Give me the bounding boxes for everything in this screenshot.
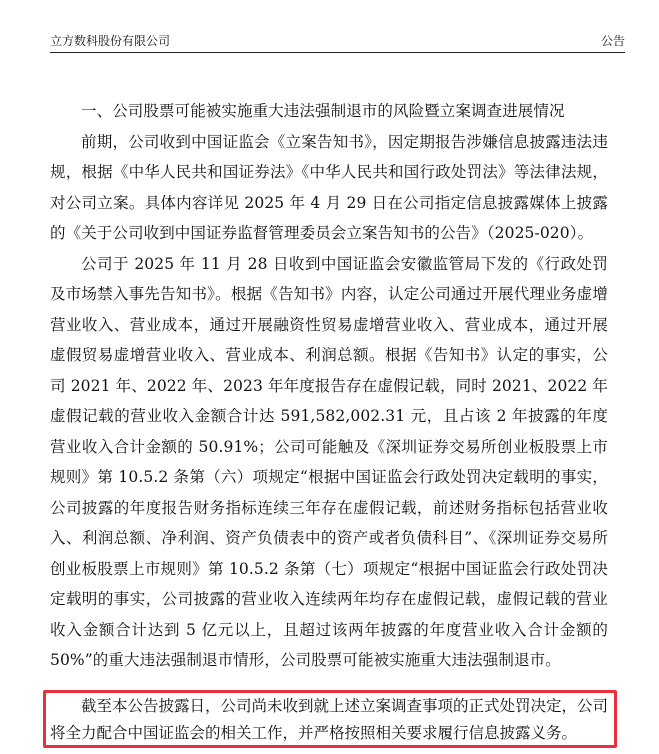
company-name: 立方数科股份有限公司 — [50, 34, 171, 48]
highlighted-paragraph: 截至本公告披露日，公司尚未收到就上述立案调查事项的正式处罚决定，公司将全力配合中国证监会的相关工作，并严格按照相关要求履行信息披露义务。 — [50, 697, 609, 742]
paragraph-penalty-notice: 公司于 2025 年 11 月 28 日收到中国证监会安徽监管局下发的《行政处罚及市场禁入事先告知书》。根据《告知书》内容，认定公司通过开展代理业务虚增营业收入、营业成本，通过开展融资性贸易虚增营业收入、营业成本，通过开展虚假贸易虚增营业收入、营业成本、利润总额。根据《告知书》认定的事实，公司 2021 年、2022 年、2023 年年度报告存在虚假记载，同时 2021、2022 年虚假记载的营业收入金额合计达 591,582,002.31 元，且占该 2 年披露的年度营业收入合计金额的 50.91%；公司可能触及《深圳证券交易所创业板股票上市规则》第 10.5.2 条第（六）项规定“根据中国证监会行政处罚决定载明的事实，公司披露的年度报告财务指标连续三年存在虚假记载，前述财务指标包括营业收入、利润总额、净利润、资产负债表中的资产或者负债科目”、《深圳证券交易所创业板股票上市规则》第 10.5.2 条第（七）项规定“根据中国证监会行政处罚决定载明的事实，公司披露的营业收入连续两年均存在虚假记载，虚假记载的营业收入金额合计达到 5 亿元以上，且超过该两年披露的年度营业收入合计金额的 50%”的重大违法强制退市情形，公司股票可能被实施重大违法强制退市。 — [50, 254, 608, 669]
page-header — [50, 26, 625, 53]
section-heading: 一、公司股票可能被实施重大违法强制退市的风险暨立案调查进展情况 — [81, 102, 565, 120]
paragraph-investigation: 前期，公司收到中国证监会《立案告知书》，因定期报告涉嫌信息披露违法违规，根据《中华人民共和国证券法》《中华人民共和国行政处罚法》等法律法规，对公司立案。具体内容详见 2025 年 4 月 29 日在公司指定信息披露媒体上披露的《关于公司收到中国证券监督管理委员会立案告知书的公告》（2025-020）。 — [50, 132, 608, 242]
document-type: 公告 — [600, 34, 625, 48]
document-body — [50, 96, 608, 676]
